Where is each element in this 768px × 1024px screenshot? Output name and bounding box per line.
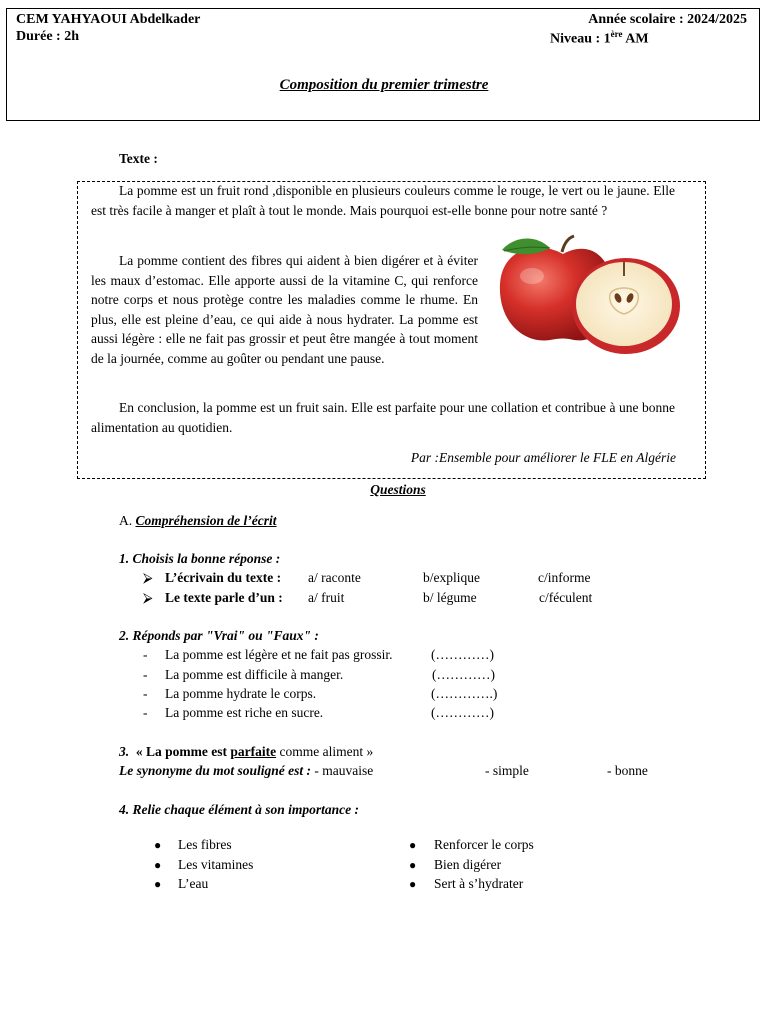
q3-option-1: - mauvaise bbox=[314, 763, 374, 778]
q2-statement-4: La pomme est riche en sucre. bbox=[165, 705, 324, 720]
paragraph-2: La pomme contient des fibres qui aident à bien digérer et à éviter les maux d’estomac. Elle apporte aussi de la vitamine C, qui renforce notre corps et nous protège contre les maladies comme le rhume. En plus, elle est pleine d’eau, ce qui aide à nous hydrater. La pomme est aussi légère : elle ne fait pas grossir et peut être mangée à tout moment de la journée, comme au goûter ou pendant une pause. bbox=[91, 253, 478, 366]
q3-underlined-word: parfaite bbox=[230, 744, 277, 759]
q4-right-item-2: Bien digérer bbox=[434, 857, 502, 872]
q1-row-2-option-a: a/ fruit bbox=[308, 590, 345, 605]
q2-statement-2: La pomme est difficile à manger. bbox=[165, 667, 344, 682]
q2-answer-blank-2[interactable]: (…………) bbox=[432, 667, 495, 682]
q1-arrow-icon: ⮚ bbox=[143, 590, 153, 605]
questions-title: Questions bbox=[370, 482, 426, 497]
q3-quote-open: « La pomme est bbox=[135, 744, 231, 759]
paragraph-3: En conclusion, la pomme est un fruit sain. Elle est parfaite pour une collation et contribue à une bonne alimentation au quotidien. bbox=[91, 400, 675, 435]
class-level bbox=[550, 29, 649, 48]
q1-row-2-option-c: c/féculent bbox=[539, 590, 593, 605]
text-source: Par :Ensemble pour améliorer le FLE en Algérie bbox=[410, 450, 676, 465]
q3-option-3: - bonne bbox=[607, 763, 648, 778]
q3-instruction: Le synonyme du mot souligné est : bbox=[119, 763, 311, 778]
q2-answer-blank-3[interactable]: (………….) bbox=[431, 686, 498, 701]
section-a-heading bbox=[119, 513, 277, 529]
q1-row-1-option-b: b/explique bbox=[423, 570, 480, 585]
school-year: Année scolaire : 2024/2025 bbox=[588, 12, 747, 27]
q4-left-item-3: L’eau bbox=[178, 876, 209, 891]
question-3-sentence bbox=[119, 744, 373, 760]
q1-row-1-label: L’écrivain du texte : bbox=[165, 570, 282, 585]
q2-answer-blank-1[interactable]: (…………) bbox=[431, 647, 494, 662]
q4-right-item-3: Sert à s’hydrater bbox=[434, 876, 524, 891]
q3-quote-close: comme aliment » bbox=[276, 744, 374, 759]
dash-bullet: - bbox=[143, 647, 148, 662]
q2-statement-1: La pomme est légère et ne fait pas grossir. bbox=[165, 647, 393, 662]
q2-answer-blank-4[interactable]: (…………) bbox=[431, 705, 494, 720]
q1-arrow-icon: ⮚ bbox=[143, 570, 153, 585]
q3-instruction-row bbox=[119, 763, 373, 779]
dash-bullet: - bbox=[143, 705, 148, 720]
q1-row-2-label: Le texte parle d’un : bbox=[165, 590, 283, 605]
q4-left-item-1: Les fibres bbox=[178, 837, 232, 852]
q1-row-1-option-c: c/informe bbox=[538, 570, 591, 585]
school-name: CEM YAHYAOUI Abdelkader bbox=[16, 12, 201, 27]
level-sup: ère bbox=[610, 29, 623, 39]
bullet-icon: ● bbox=[154, 877, 162, 891]
level-suffix: AM bbox=[622, 31, 649, 47]
paragraph-1: La pomme est un fruit rond ,disponible en plusieurs couleurs comme le rouge, le vert ou le jaune. Elle est très facile à manger et plaît à tout le monde. Mais pourquoi est-elle bonne pour notre santé ? bbox=[91, 183, 675, 218]
text-label: Texte : bbox=[119, 151, 158, 166]
section-a-title: Compréhension de l’écrit bbox=[135, 513, 277, 528]
bullet-icon: ● bbox=[409, 858, 417, 872]
q4-right-item-1: Renforcer le corps bbox=[434, 837, 534, 852]
dash-bullet: - bbox=[143, 686, 148, 701]
bullet-icon: ● bbox=[154, 858, 162, 872]
exam-duration: Durée : 2h bbox=[16, 29, 79, 44]
apple-illustration bbox=[488, 232, 680, 360]
section-a-prefix: A. bbox=[119, 513, 136, 528]
q2-statement-3: La pomme hydrate le corps. bbox=[165, 686, 317, 701]
q3-option-2: - simple bbox=[485, 763, 529, 778]
question-2-title: 2. Réponds par "Vrai" ou "Faux" : bbox=[119, 628, 319, 643]
level-prefix: Niveau : 1 bbox=[550, 31, 611, 47]
page-title: Composition du premier trimestre bbox=[279, 77, 489, 93]
question-1-title: 1. Choisis la bonne réponse : bbox=[119, 551, 281, 566]
bullet-icon: ● bbox=[409, 838, 417, 852]
q1-row-1-option-a: a/ raconte bbox=[308, 570, 361, 585]
question-4-title: 4. Relie chaque élément à son importance : bbox=[119, 802, 359, 817]
q4-left-item-2: Les vitamines bbox=[178, 857, 254, 872]
question-3-number: 3. bbox=[119, 744, 130, 759]
bullet-icon: ● bbox=[409, 877, 417, 891]
dash-bullet: - bbox=[143, 667, 148, 682]
q1-row-2-option-b: b/ légume bbox=[423, 590, 477, 605]
bullet-icon: ● bbox=[154, 838, 162, 852]
